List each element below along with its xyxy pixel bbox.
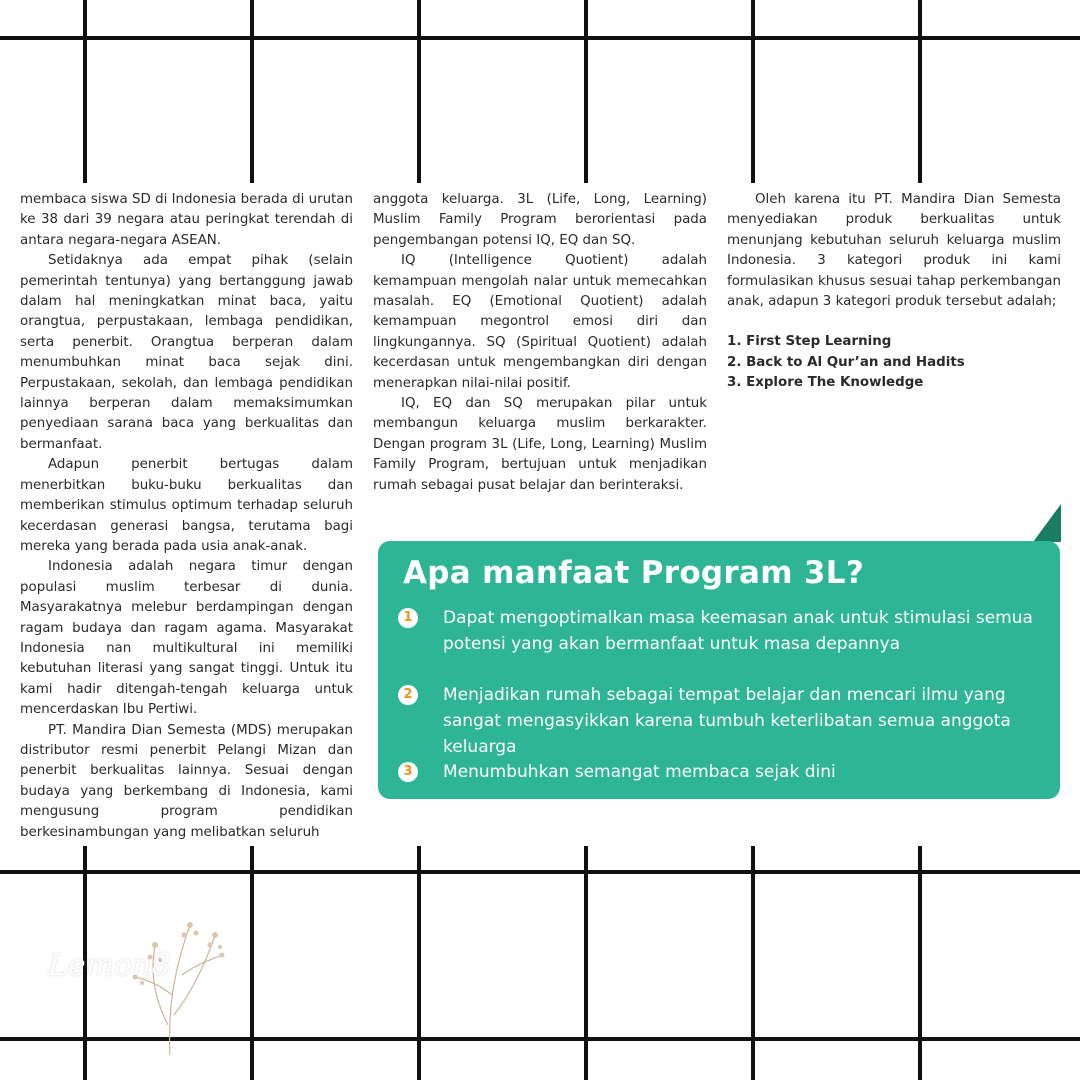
number-badge: 3 [398,762,418,782]
text-column-3 [727,190,1061,394]
benefit-item [398,605,1048,657]
product-category-list [727,332,1061,393]
paragraph: IQ (Intelligence Quotient) adalah kemampuan mengolah nalar untuk memecahkan masalah. EQ (Emotional Quotient) adalah kemampuan megontrol emosi diri dan lingkungannya. SQ (Spiritual Quotient) adalah kecerdasan untuk mengembangkan diri dengan menerapkan nilai-nilai positif. [373,253,707,391]
benefits-box [378,541,1060,799]
category-item: 3. Explore The Knowledge [727,375,924,391]
text-column-1 [20,190,353,843]
paragraph: membaca siswa SD di Indonesia berada di urutan ke 38 dari 39 negara atau peringkat terendah di antara negara-negara ASEAN. [20,192,353,248]
text-column-2 [373,190,707,496]
paragraph: anggota keluarga. 3L (Life, Long, Learning) Muslim Family Program berorientasi pada pengembangan potensi IQ, EQ dan SQ. [373,192,707,248]
number-badge: 1 [398,608,418,628]
paragraph: Indonesia adalah negara timur dengan populasi muslim terbesar di dunia. Masyarakatnya melebur berdampingan dengan ragam budaya dan ragam agama. Masyarakat Indonesia nan multikultural ini memiliki kebutuhan literasi yang sangat tinggi. Untuk itu kami hadir ditengah-tengah keluarga untuk mencerdaskan Ibu Pertiwi. [20,559,353,718]
number-badge: 2 [398,685,418,705]
paragraph: PT. Mandira Dian Semesta (MDS) merupakan distributor resmi penerbit Pelangi Mizan dan penerbit berkualitas lainnya. Sesuai dengan budaya yang berkembang di Indonesia, kami mengusung program pendidikan berkesinambungan yang melibatkan seluruh [20,722,353,840]
document-page [0,183,1080,846]
benefits-title: Apa manfaat Program 3L? [403,555,865,591]
benefit-text: Menumbuhkan semangat membaca sejak dini [443,762,836,782]
box-corner-fold [1033,504,1061,542]
benefit-text: Menjadikan rumah sebagai tempat belajar dan mencari ilmu yang sangat mengasyikkan karena tumbuh keterlibatan semua anggota keluarga [443,685,1011,757]
paragraph: Adapun penerbit bertugas dalam menerbitkan buku-buku berkualitas dan memberikan stimulus optimum terhadap seluruh kecerdasan generasi bangsa, terutama bagi mereka yang berada pada usia anak-anak. [20,457,353,554]
benefit-text: Dapat mengoptimalkan masa keemasan anak untuk stimulasi semua potensi yang akan bermanfaat untuk masa depannya [443,608,1033,654]
lemon8-watermark: Lemon8 [48,948,171,983]
benefit-item [398,682,1048,760]
paragraph: Setidaknya ada empat pihak (selain pemerintah tentunya) yang bertanggung jawab dalam hal meningkatkan minat baca, yaitu orangtua, perpustakaan, lembaga pendidikan, serta penerbit. Orangtua berperan dalam menumbuhkan minat baca sejak dini. Perpustakaan, sekolah, dan lembaga pendidikan lainnya berperan dalam memaksimumkan penyediaan sarana baca yang berkualitas dan bermanfaat. [20,253,353,452]
paragraph: Oleh karena itu PT. Mandira Dian Semesta menyediakan produk berkualitas untuk menunjang kebutuhan seluruh keluarga muslim Indonesia. 3 kategori produk ini kami formulasikan khusus sesuai tahap perkembangan anak, adapun 3 kategori produk tersebut adalah; [727,192,1061,310]
category-item: 2. Back to Al Qur’an and Hadits [727,354,965,370]
paragraph: IQ, EQ dan SQ merupakan pilar untuk membangun keluarga muslim berkarakter. Dengan program 3L (Life, Long, Learning) Muslim Family Program, bertujuan untuk menjadikan rumah sebagai pusat belajar dan berinteraksi. [373,396,707,493]
benefit-item [398,759,1048,785]
category-item: 1. First Step Learning [727,334,892,350]
